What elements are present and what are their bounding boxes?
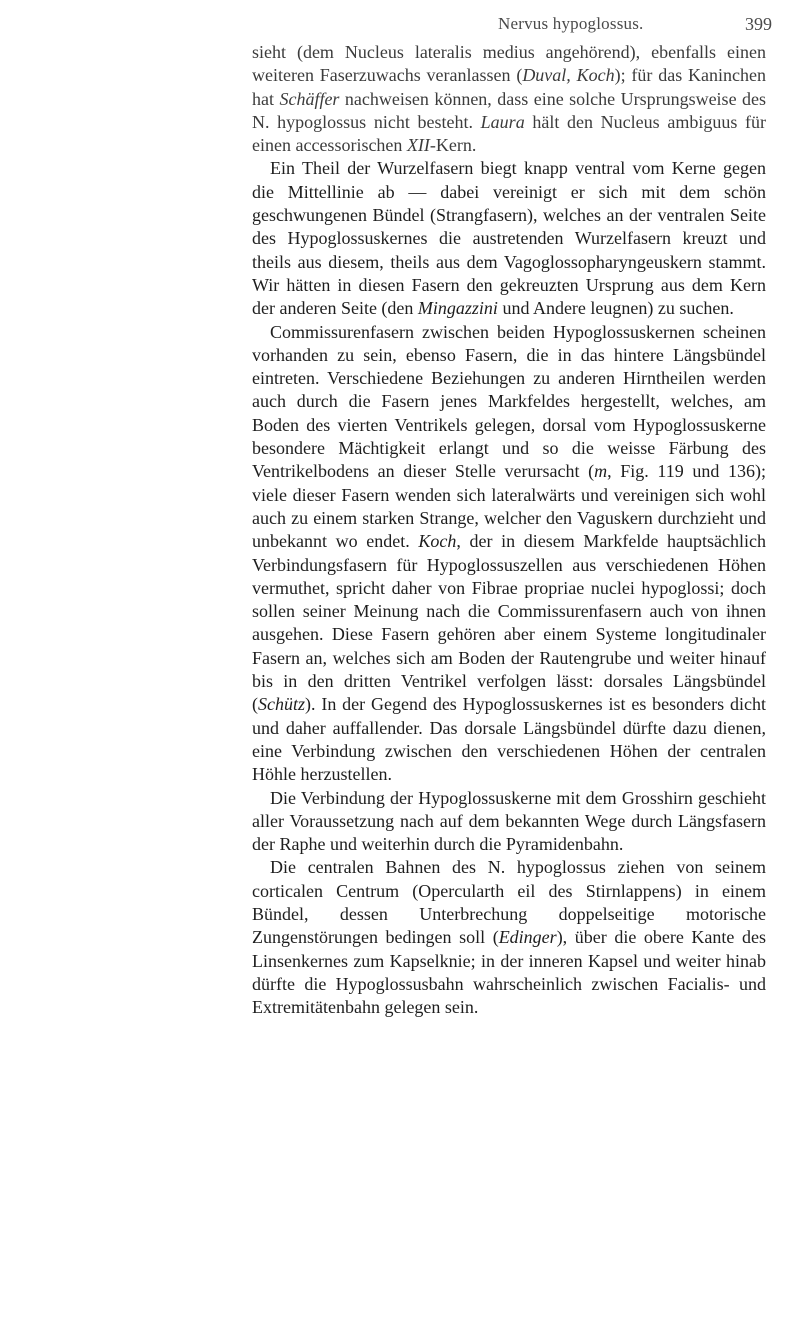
text-run: und Andere leugnen) zu suchen. <box>497 298 734 319</box>
text-run: hält den Nucleus ambiguus für einen accessorischen <box>252 111 766 156</box>
italic-name: XII <box>406 135 430 156</box>
text-run: Die centralen Bahnen des N. hypoglossus ziehen von seinem corticalen Centrum (Opercularth eil des Stirnlappens) in einem Bündel, dessen Unterbrechung doppelseitige motorische Zungenstörungen bedingen soll ( <box>252 857 766 948</box>
text-run: , Fig. 119 und 136); viele dieser Fasern wenden sich lateralwärts und vereinigen sich wohl auch zu einem starken Strange, welcher den Vaguskern durchzieht und unbekannt wo endet. <box>252 461 766 552</box>
body-text <box>252 41 766 1019</box>
paragraph-2 <box>252 157 766 320</box>
italic-name: Mingazzini <box>417 298 498 319</box>
paragraph-4 <box>252 787 766 857</box>
paragraph-1 <box>252 41 766 157</box>
italic-name: Schütz <box>258 694 305 715</box>
italic-name: Edinger <box>498 927 557 948</box>
page-header <box>252 14 772 40</box>
text-run: ). In der Gegend des Hypoglossuskernes ist es besonders dicht und daher auffallender. Das dorsale Längsbündel dürfte dazu dienen, eine Verbindung zwischen den verschiedenen Höhen der centralen Höhle herzustellen. <box>252 694 766 785</box>
text-run: Commissurenfasern zwischen beiden Hypoglossuskernen scheinen vorhanden zu sein, ebenso Fasern, die in das hintere Längsbündel eintreten. Verschiedene Beziehungen zu anderen Hirntheilen werden auch durch die Fasern jenes Markfeldes hergestellt, welches, am Boden des vierten Ventrikels gelegen, dorsal vom Hypoglossuskerne besondere Mächtigkeit erlangt und so die weisse Färbung des Ventrikelbodens an dieser Stelle verursacht ( <box>252 321 766 482</box>
text-run: nachweisen können, dass eine solche Ursprungsweise des N. hypoglossus nicht besteht. <box>252 88 766 132</box>
italic-name: Duval, Koch <box>522 65 615 86</box>
italic-name: m <box>594 461 608 482</box>
italic-name: Laura <box>480 111 525 132</box>
paragraph-3 <box>252 321 766 787</box>
paragraph-5 <box>252 856 766 1019</box>
running-head: Nervus hypoglossus. <box>498 14 644 33</box>
italic-name: Koch <box>418 531 457 552</box>
text-run: Die Verbindung der Hypoglossuskerne mit dem Grosshirn geschieht aller Voraussetzung nach auf dem bekannten Wege durch Längsfasern der Raphe und weiterhin durch die Pyramidenbahn. <box>252 787 766 855</box>
text-run: -Kern. <box>429 135 477 156</box>
text-run: sieht (dem Nucleus lateralis medius angehörend), ebenfalls einen weiteren Faserzuwachs veranlassen ( <box>252 42 766 86</box>
text-run: Ein Theil der Wurzelfasern biegt knapp ventral vom Kerne gegen die Mittellinie ab — dabei vereinigt er sich mit dem schön geschwungenen Bündel (Strangfasern), welches an der ventralen Seite des Hypoglossuskernes die austretenden Wurzelfasern kreuzt und theils aus diesem, theils aus dem Vagoglossopharyngeuskern stammt. Wir hätten in diesen Fasern den gekreuzten Ursprung aus dem Kern der anderen Seite (den <box>252 158 766 319</box>
text-run: ), über die obere Kante des Linsenkernes zum Kapselknie; in der inneren Kapsel und weiter hinab dürfte die Hypoglossusbahn wahrscheinlich zwischen Facialis- und Extremitätenbahn gelegen sein. <box>252 927 766 1018</box>
page-number: 399 <box>745 14 772 34</box>
text-run: , der in diesem Markfelde hauptsächlich Verbindungsfasern für Hypoglossuszellen aus verschiedenen Höhen vermuthet, spricht daher von Fibrae propriae nuclei hypoglossi; doch sollen seiner Meinung nach die Commissurenfasern auch von ihnen ausgehen. Diese Fasern gehören aber einem Systeme longitudinaler Fasern an, welches sich am Boden der Rautengrube und weiter hinauf bis in den dritten Ventrikel verfolgen lässt: dorsales Längsbündel ( <box>252 531 766 715</box>
italic-name: Schäffer <box>279 88 340 109</box>
text-run: ); für das Kaninchen hat <box>252 65 766 109</box>
